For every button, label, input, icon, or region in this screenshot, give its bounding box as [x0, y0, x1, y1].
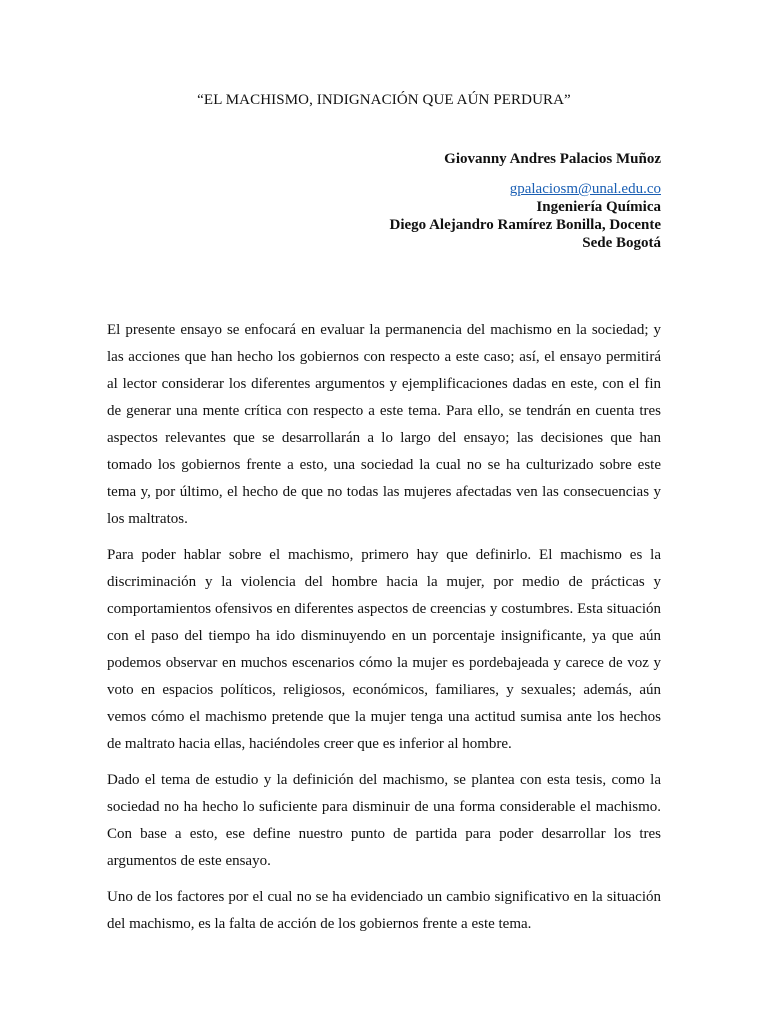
paragraph-4: Uno de los factores por el cual no se ha evidenciado un cambio significativo en la situación del machismo, es la falta de acción de los gobiernos frente a este tema.	[107, 889, 661, 932]
paragraph-3: Dado el tema de estudio y la definición del machismo, se plantea con esta tesis, como la sociedad no ha hecho lo suficiente para disminuir de una forma considerable el machismo. Con base a esto, ese define nuestro punto de partida para poder desarrollar los tres argumentos de este ensayo.	[107, 772, 661, 869]
author-name: Giovanny Andres Palacios Muñoz	[444, 151, 661, 167]
author-campus: Sede Bogotá	[582, 235, 661, 251]
essay-body	[107, 317, 661, 947]
author-program: Ingeniería Química	[536, 199, 661, 215]
author-block	[390, 150, 662, 252]
essay-title: “EL MACHISMO, INDIGNACIÓN QUE AÚN PERDURA”	[197, 92, 571, 108]
author-email-line	[390, 180, 662, 198]
author-email-link[interactable]: gpalaciosm@unal.edu.co	[509, 181, 661, 197]
paragraph-2: Para poder hablar sobre el machismo, primero hay que definirlo. El machismo es la discriminación y la violencia del hombre hacia la mujer, por medio de prácticas y comportamientos ofensivos en diferentes aspectos de creencias y costumbres. Esta situación con el paso del tiempo ha ido disminuyendo en un porcentaje insignificante, ya que aún podemos observar en muchos escenarios cómo la mujer es pordebajeada y carece de voz y voto en espacios políticos, religiosos, económicos, familiares, y sexuales; además, aún vemos cómo el machismo pretende que la mujer tenga una actitud sumisa ante los hechos de maltrato hacia ellas, haciéndoles creer que es inferior al hombre.	[107, 547, 661, 752]
paragraph-1: El presente ensayo se enfocará en evaluar la permanencia del machismo en la sociedad; y las acciones que han hecho los gobiernos con respecto a este caso; así, el ensayo permitirá al lector considerar los diferentes argumentos y ejemplificaciones dadas en este, con el fin de generar una mente crítica con respecto a este tema. Para ello, se tendrán en cuenta tres aspectos relevantes que se desarrollarán a lo largo del ensayo; las decisiones que han tomado los gobiernos frente a esto, una sociedad la cual no se ha culturizado sobre este tema y, por último, el hecho de que no todas las mujeres afectadas ven las consecuencias y los maltratos.	[107, 322, 661, 527]
author-teacher: Diego Alejandro Ramírez Bonilla, Docente	[389, 217, 661, 233]
